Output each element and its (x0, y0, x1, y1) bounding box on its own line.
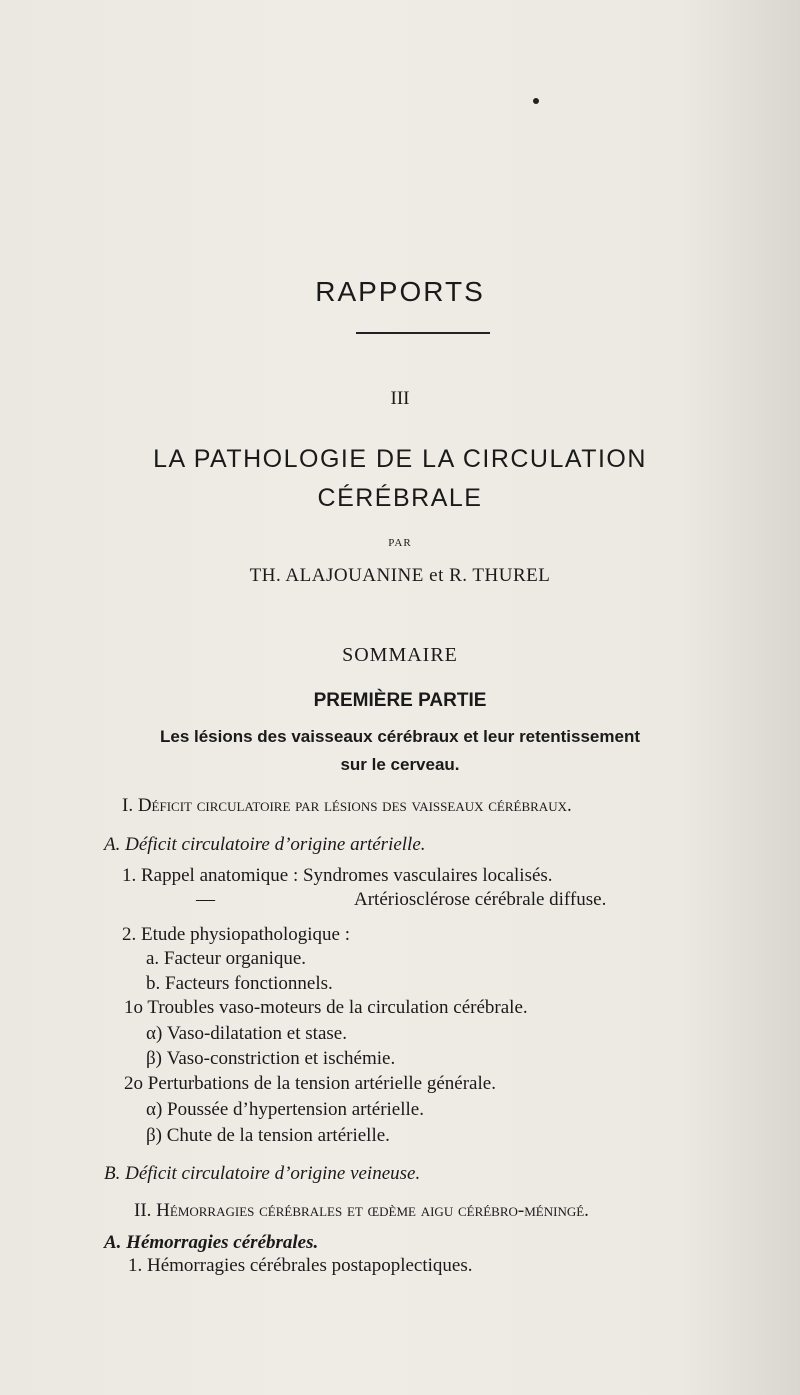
toc-entry-b-functional: b. Facteurs fonctionnels. (146, 973, 333, 994)
part-subtitle-line-1: Les lésions des vaisseaux cérébraux et leur retentissement (159, 727, 641, 746)
toc-section-ii: II. Hémorragies cérébrales et œdème aigu cérébro-méningé. (134, 1200, 589, 1221)
toc-ditto-dash: — (196, 889, 215, 910)
toc-entry-alpha-vasodilatation: α) Vaso-dilatation et stase. (146, 1023, 347, 1044)
summary-heading: SOMMAIRE (342, 644, 458, 666)
toc-entry-a-organic: a. Facteur organique. (146, 948, 307, 969)
toc-entry-2-physiopathology: 2. Etude physiopathologique : (122, 924, 350, 945)
toc-entry-alpha-hypertension: α) Poussée d’hypertension artérielle. (146, 1099, 424, 1120)
report-title-line-1: LA PATHOLOGIE DE LA CIRCULATION (153, 445, 647, 473)
toc-section-i: I. Déficit circulatoire par lésions des vaisseaux cérébraux. (122, 795, 572, 816)
authors: TH. ALAJOUANINE et R. THUREL (249, 565, 551, 586)
report-title-line-2: CÉRÉBRALE (317, 484, 483, 512)
page-heading: RAPPORTS (315, 276, 485, 307)
toc-entry-a-hemorrhages: A. Hémorragies cérébrales. (104, 1232, 319, 1253)
toc-entry-arteriosclerosis: Artériosclérose cérébrale diffuse. (354, 889, 607, 910)
toc-entry-2o-tension: 2o Perturbations de la tension artérielle générale. (124, 1073, 496, 1094)
toc-entry-a-arterial: A. Déficit circulatoire d’origine artérielle. (104, 834, 426, 855)
part-subtitle-line-2: sur le cerveau. (340, 755, 460, 774)
heading-rule (356, 332, 490, 334)
toc-entry-beta-low-tension: β) Chute de la tension artérielle. (146, 1125, 390, 1146)
toc-entry-b-venous: B. Déficit circulatoire d’origine veineuse. (104, 1163, 421, 1184)
ink-dot (533, 98, 539, 104)
toc-entry-1-postapoplectic: 1. Hémorragies cérébrales postapoplectiques. (128, 1255, 473, 1276)
toc-entry-1-anatomy: 1. Rappel anatomique : Syndromes vasculaires localisés. (122, 865, 553, 886)
toc-entry-beta-vasoconstriction: β) Vaso-constriction et ischémie. (146, 1048, 396, 1069)
part-heading: PREMIÈRE PARTIE (313, 690, 487, 711)
toc-entry-1o-vasomotor: 1o Troubles vaso-moteurs de la circulation cérébrale. (124, 997, 528, 1018)
by-label: PAR (388, 537, 412, 549)
section-number: III (390, 388, 410, 409)
